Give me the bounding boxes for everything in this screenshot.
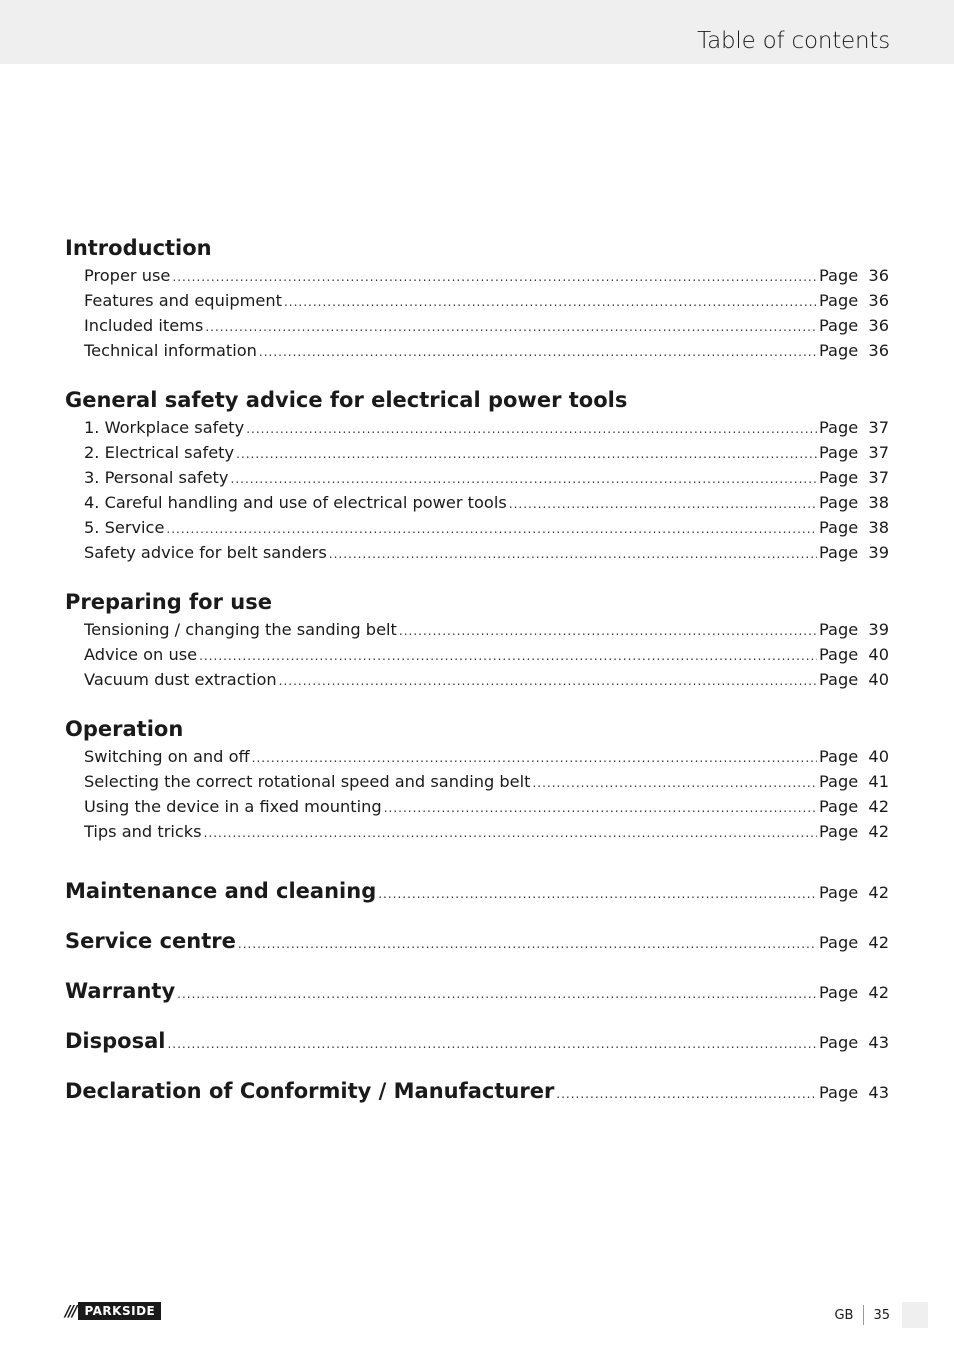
section-heading: Operation — [65, 717, 184, 741]
dot-leader — [167, 1019, 817, 1069]
toc-entry[interactable] — [65, 440, 889, 465]
dot-leader — [284, 290, 817, 315]
page-word: Page — [819, 797, 859, 816]
page-number: 43 — [868, 1033, 889, 1052]
entry-label: 5. Service — [84, 518, 165, 537]
dot-leader — [556, 1069, 817, 1119]
toc-entry[interactable] — [65, 642, 889, 667]
toc-entry[interactable] — [65, 617, 889, 642]
dot-leader — [279, 669, 817, 694]
dot-leader — [246, 417, 817, 442]
page-word: Page — [819, 543, 859, 562]
page-number: 36 — [868, 291, 889, 310]
page-word: Page — [819, 772, 859, 791]
entry-label: Tensioning / changing the sanding belt — [84, 620, 397, 639]
language-code: GB — [834, 1307, 854, 1323]
page-number: 42 — [868, 822, 889, 841]
toc-entry[interactable] — [65, 490, 889, 515]
page-word: Page — [819, 468, 859, 487]
main-entry-label: Declaration of Conformity / Manufacturer — [65, 1079, 555, 1103]
dot-leader — [236, 442, 817, 467]
toc-entry[interactable] — [65, 540, 889, 565]
entry-label: Vacuum dust extraction — [84, 670, 277, 689]
entry-label: 2. Electrical safety — [84, 443, 235, 462]
main-entry-label: Disposal — [65, 1029, 166, 1053]
footer-page-info — [834, 1302, 928, 1328]
entry-label: 1. Workplace safety — [84, 418, 245, 437]
dot-leader — [172, 265, 817, 290]
logo-wordmark: PARKSIDE — [78, 1302, 161, 1320]
page-word: Page — [819, 1083, 859, 1102]
main-entry-label: Maintenance and cleaning — [65, 879, 377, 903]
page-word: Page — [819, 822, 859, 841]
toc-section — [65, 233, 889, 363]
toc-entry[interactable] — [65, 515, 889, 540]
entry-label: Advice on use — [84, 645, 198, 664]
page-word: Page — [819, 670, 859, 689]
page-word: Page — [819, 418, 859, 437]
page-word: Page — [819, 747, 859, 766]
toc-entry[interactable] — [65, 313, 889, 338]
page-number: 37 — [868, 468, 889, 487]
page-word: Page — [819, 443, 859, 462]
entry-label: Selecting the correct rotational speed and sanding belt — [84, 772, 531, 791]
page-number: 39 — [868, 543, 889, 562]
toc-main-entry[interactable] — [65, 1066, 889, 1116]
dot-leader — [384, 796, 817, 821]
main-entry-label: Service centre — [65, 929, 236, 953]
toc-section — [65, 587, 889, 692]
section-heading: Preparing for use — [65, 590, 272, 614]
dot-leader — [252, 746, 817, 771]
toc-main-entry[interactable] — [65, 866, 889, 916]
page-number: 37 — [868, 443, 889, 462]
page-word: Page — [819, 316, 859, 335]
toc-entry[interactable] — [65, 667, 889, 692]
parkside-logo — [65, 1302, 161, 1320]
toc-entry[interactable] — [65, 465, 889, 490]
dot-leader — [329, 542, 817, 567]
page-number: 41 — [868, 772, 889, 791]
dot-leader — [166, 517, 817, 542]
page-number: 39 — [868, 620, 889, 639]
toc-entry[interactable] — [65, 415, 889, 440]
page-word: Page — [819, 291, 859, 310]
toc-entry[interactable] — [65, 819, 889, 844]
page-number: 36 — [868, 341, 889, 360]
dot-leader — [399, 619, 817, 644]
dot-leader — [199, 644, 817, 669]
toc-entry[interactable] — [65, 338, 889, 363]
page-number: 40 — [868, 670, 889, 689]
entry-label: 3. Personal safety — [84, 468, 229, 487]
entry-label: 4. Careful handling and use of electrical power tools — [84, 493, 507, 512]
page-number: 43 — [868, 1083, 889, 1102]
entry-label: Using the device in a fixed mounting — [84, 797, 382, 816]
footer-tab-block — [902, 1302, 928, 1328]
page-number: 36 — [868, 266, 889, 285]
page-title: Table of contents — [697, 28, 890, 54]
dot-leader — [205, 315, 817, 340]
dot-leader — [532, 771, 817, 796]
entry-label: Included items — [84, 316, 204, 335]
toc-main-entry[interactable] — [65, 966, 889, 1016]
section-heading: General safety advice for electrical power tools — [65, 388, 628, 412]
entry-label: Features and equipment — [84, 291, 282, 310]
page-word: Page — [819, 983, 859, 1002]
section-heading: Introduction — [65, 236, 212, 260]
page-number: 40 — [868, 645, 889, 664]
entry-label: Switching on and off — [84, 747, 250, 766]
toc-entry[interactable] — [65, 744, 889, 769]
toc-main-entry[interactable] — [65, 1016, 889, 1066]
footer-page-number: 35 — [873, 1307, 890, 1323]
page-number: 42 — [868, 983, 889, 1002]
entry-label: Technical information — [84, 341, 257, 360]
page-word: Page — [819, 1033, 859, 1052]
table-of-contents — [65, 233, 889, 1116]
toc-entry[interactable] — [65, 769, 889, 794]
logo-slashes-icon: /// — [65, 1302, 76, 1320]
page-number: 37 — [868, 418, 889, 437]
page-number: 36 — [868, 316, 889, 335]
toc-section — [65, 714, 889, 844]
page-word: Page — [819, 518, 859, 537]
dot-leader — [238, 919, 817, 969]
dot-leader — [509, 492, 817, 517]
toc-entry[interactable] — [65, 263, 889, 288]
page-word: Page — [819, 645, 859, 664]
page-word: Page — [819, 493, 859, 512]
page-word: Page — [819, 883, 859, 902]
page-number: 42 — [868, 797, 889, 816]
page-word: Page — [819, 341, 859, 360]
dot-leader — [231, 467, 818, 492]
page-number: 40 — [868, 747, 889, 766]
dot-leader — [378, 869, 817, 919]
header-band — [0, 0, 954, 64]
dot-leader — [204, 821, 817, 846]
footer-divider — [863, 1305, 864, 1325]
page-number: 38 — [868, 493, 889, 512]
toc-section — [65, 385, 889, 565]
entry-label: Proper use — [84, 266, 171, 285]
page-word: Page — [819, 933, 859, 952]
page-word: Page — [819, 266, 859, 285]
dot-leader — [177, 969, 817, 1019]
entry-label: Tips and tricks — [84, 822, 202, 841]
toc-entry[interactable] — [65, 794, 889, 819]
page-word: Page — [819, 620, 859, 639]
toc-entry[interactable] — [65, 288, 889, 313]
entry-label: Safety advice for belt sanders — [84, 543, 327, 562]
toc-main-entry[interactable] — [65, 916, 889, 966]
page-number: 42 — [868, 883, 889, 902]
page-number: 38 — [868, 518, 889, 537]
dot-leader — [259, 340, 817, 365]
main-entry-label: Warranty — [65, 979, 176, 1003]
page-number: 42 — [868, 933, 889, 952]
